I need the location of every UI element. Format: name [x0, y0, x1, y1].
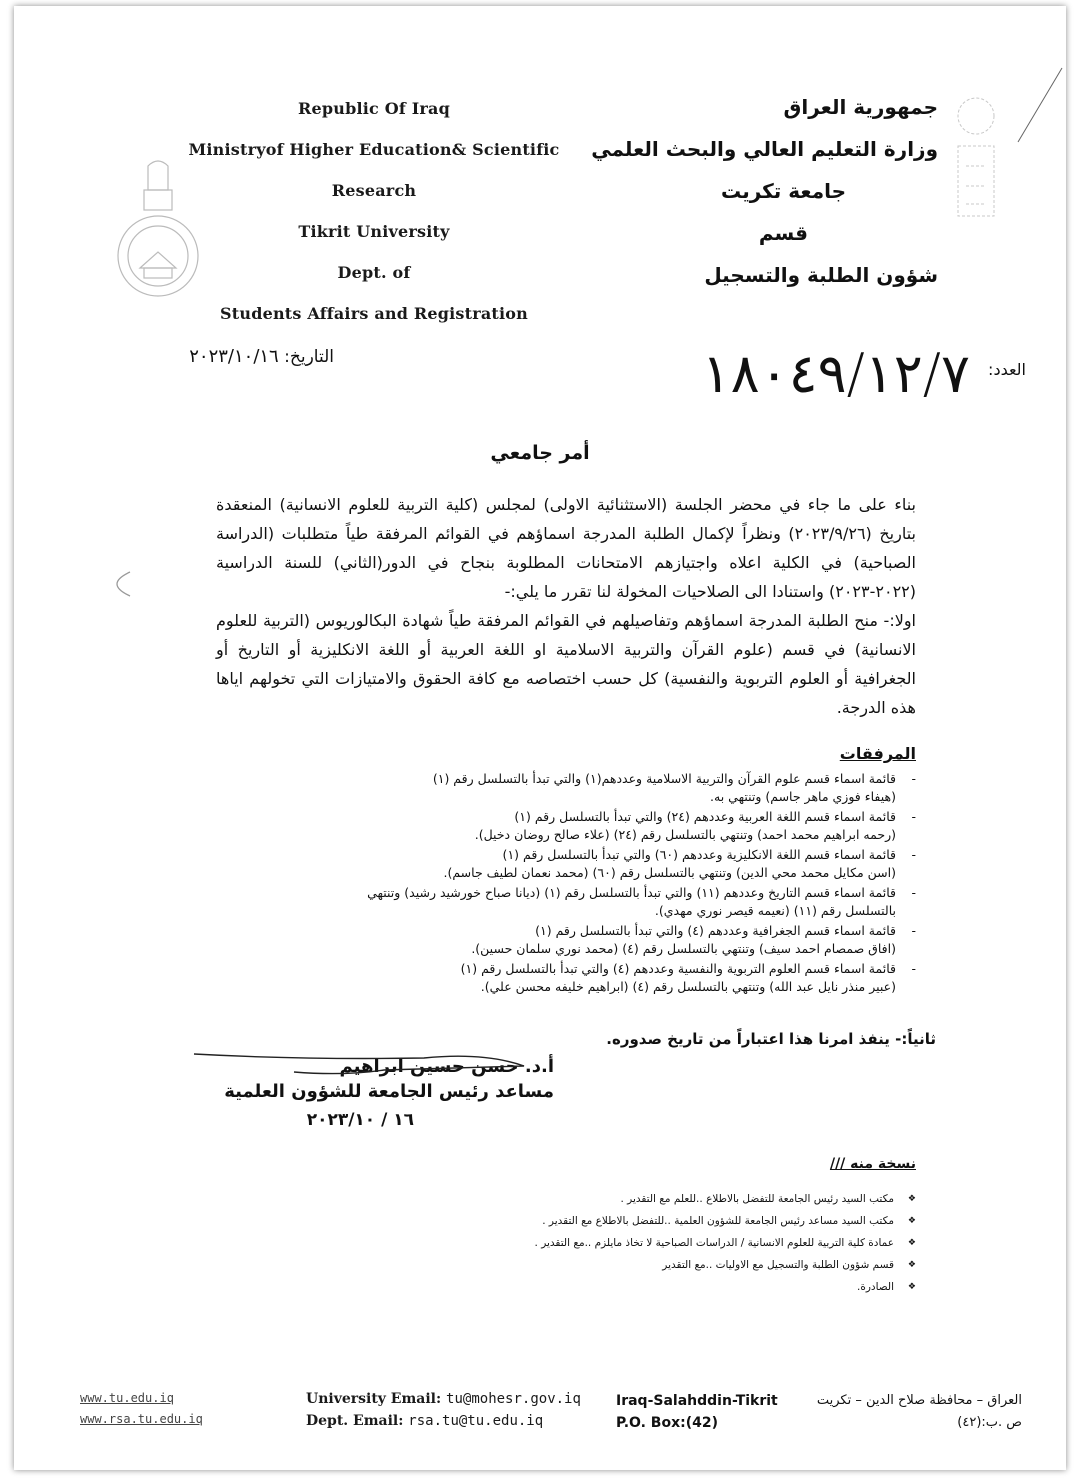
address-ar: العراق – محافظة صلاح الدين – تكريت: [816, 1393, 1022, 1408]
attachment-item: [206, 846, 916, 881]
number-label: العدد:: [988, 360, 1026, 379]
attachment-line: قائمة اسماء قسم اللغة العربية وعددهم (٢٤) والتي تبدأ بالتسلسل رقم (١): [514, 809, 896, 824]
attachment-item: [206, 884, 916, 919]
po-box-ar: ص .ب:(٤٢): [957, 1415, 1022, 1430]
attachment-names: (افاق صمصام احمد سيف) وتنتهي بالتسلسل رقم (٤) (محمد نوري سلمان حسين).: [471, 940, 896, 956]
corner-pen-mark-icon: [1014, 66, 1064, 146]
header-dept-name-ar: شؤون الطلبة والتسجيل: [704, 263, 938, 287]
attachment-names: (اسن مكايل محمد محي الدين) وتنتهي بالتسلسل رقم (٦٠) (محمد نعمان لطيف جاسم).: [443, 864, 896, 880]
attachment-line: قائمة اسماء قسم اللغة الانكليزية وعددهم (٦٠) والتي تبدأ بالتسلسل رقم (١): [502, 847, 896, 862]
attachment-item: [206, 770, 916, 805]
order-second-clause: ثانياً:- ينفذ امرنا هذا اعتباراً من تاريخ صدوره.: [606, 1030, 936, 1048]
copies-list: [496, 1188, 916, 1298]
order-body: [216, 490, 916, 722]
copy-item: ❖ قسم شؤون الطلبة والتسجيل مع الاوليات ..مع التقدير: [496, 1254, 916, 1276]
header-dept-name-en: Students Affairs and Registration: [220, 304, 528, 323]
document-page: [14, 6, 1066, 1470]
number-value: ١٨٠٤٩/١٢/٧: [701, 342, 970, 405]
date-line: [94, 346, 334, 367]
attachment-item: [206, 960, 916, 995]
copies-title: نسخة منه ///: [829, 1156, 916, 1172]
attachment-line: قائمة اسماء قسم العلوم التربوية والنفسية وعددهم (٤) والتي تبدأ بالتسلسل رقم (١): [460, 961, 896, 976]
header-dept-ar: قسم: [758, 221, 808, 245]
attachment-names: (رحمه ابراهيم محمد احمد) وتنتهي بالتسلسل رقم (٢٤) (علاء صالح روضان دخيل).: [474, 826, 896, 842]
footer-emails: [306, 1388, 581, 1432]
attachment-names: (هيفاء فوزي ماهر جاسم) وتنتهي به.: [710, 788, 896, 804]
signatory-title: مساعد رئيس الجامعة للشؤون العلمية: [224, 1081, 554, 1102]
signatory-name: أ.د. حسن حسين ابراهيم: [339, 1056, 554, 1077]
attachments-list: [206, 770, 916, 998]
order-paragraph: بناء على ما جاء في محضر الجلسة (الاستثنائية الاولى) لمجلس (كلية التربية للعلوم الانسانية) المنعقدة بتاريخ (٢٠٢٣/٩/٢٦) ونظراً لإكمال الطلبة المدرجة اسماؤهم في القوائم المرفقة طياً متطلبات (الدراسة الصباحية) في الكلية اعلاه واجتيازهم الامتحانات المطلوبة بنجاح في الدور(الثاني) للسنة الدراسية (٢٠٢٢-٢٠٢٣) واستنادا الى الصلاحيات المخولة لنا تقرر ما يلي:-: [216, 495, 916, 601]
dept-email[interactable]: rsa.tu@tu.edu.iq: [408, 1413, 544, 1429]
attachment-item: [206, 808, 916, 843]
date-value: ٢٠٢٣/١٠/١٦: [189, 346, 279, 367]
order-first-clause: اولا:- منح الطلبة المدرجة اسماؤهم وتفاصيلهم في القوائم المرفقة طياً شهادة البكالوريوس (التربية للعلوم الانسانية) في قسم (علوم القرآن والتربية الاسلامية او اللغة العربية أو اللغة الانكليزية أو التاريخ أو الجغرافية أو العلوم التربوية والنفسية) كل حسب اختصاصه مع كافة الحقوق والامتيازات التي تخولهم اياها هذه الدرجة.: [216, 611, 916, 717]
copy-item: ❖ الصادرة.: [496, 1276, 916, 1298]
order-title: أمر جامعي: [490, 442, 590, 464]
attachment-names: (عبير منذر نايل عبد الله) وتنتهي بالتسلسل رقم (٤) (ابراهيم خليفه محسن علي).: [480, 978, 896, 994]
dept-email-label: Dept. Email:: [306, 1413, 404, 1429]
attachment-names: بالتسلسل رقم (١١) (نعيمه قيصر نوري مهدي).: [654, 902, 896, 918]
signature-date: ١٦ / ٢٠٢٣/١٠: [306, 1110, 414, 1130]
punch-hole-mark-icon: [100, 566, 136, 602]
attachment-line: قائمة اسماء قسم التاريخ وعددهم (١١) والتي تبدأ بالتسلسل رقم (١) (ديانا صباح خورشيد رشيد) وتنتهي: [367, 885, 896, 900]
copy-item: ❖ مكتب السيد رئيس الجامعة للتفضل بالاطلاع ..للعلم مع التقدير .: [496, 1188, 916, 1210]
footer-websites: [80, 1388, 203, 1430]
footer: [14, 1386, 1066, 1446]
address-en: Iraq-Salahddin-Tikrit: [616, 1393, 778, 1409]
header-university-en: Tikrit University: [298, 222, 450, 241]
po-box-en: P.O. Box:(42): [616, 1415, 718, 1431]
university-seal-icon: [110, 156, 206, 306]
university-email-label: University Email:: [306, 1391, 442, 1407]
header-university-ar: جامعة تكريت: [721, 179, 846, 203]
footer-address-en: [616, 1390, 778, 1434]
header-dept-en: Dept. of: [337, 263, 411, 282]
footer-address-ar: [817, 1390, 1022, 1434]
attachments-title: المرفقات: [839, 744, 916, 763]
copy-item: ❖ عمادة كلية التربية للعلوم الانسانية / الدراسات الصباحية لا تخاذ مايلزم ..مع التقدير .: [496, 1232, 916, 1254]
arabic-letterhead: [498, 86, 938, 296]
header-country-en: Republic Of Iraq: [297, 99, 450, 118]
website-link[interactable]: www.tu.edu.iq: [80, 1391, 174, 1405]
handwritten-signature-icon: [184, 1050, 554, 1080]
attachment-line: قائمة اسماء قسم الجغرافية وعددهم (٤) والتي تبدأ بالتسلسل رقم (١): [535, 923, 896, 938]
attachment-item: [206, 922, 916, 957]
university-email[interactable]: tu@mohesr.gov.iq: [446, 1391, 581, 1407]
website-link[interactable]: www.rsa.tu.edu.iq: [80, 1412, 203, 1426]
copy-item: ❖ مكتب السيد مساعد رئيس الجامعة للشؤون العلمية ..للتفضل بالاطلاع مع التقدير .: [496, 1210, 916, 1232]
header-country-ar: جمهورية العراق: [783, 95, 938, 119]
tikrit-logo-icon: [938, 76, 1008, 246]
header-ministry-ar: وزارة التعليم العالي والبحث العلمي: [591, 137, 938, 161]
date-label: التاريخ:: [284, 347, 334, 367]
header-ministry-en: Ministryof Higher Education& Scientific Research: [188, 140, 560, 200]
signature-block: [184, 1056, 554, 1130]
attachment-line: قائمة اسماء قسم علوم القرآن والتربية الاسلامية وعددهم(١) والتي تبدأ بالتسلسل رقم (١): [432, 771, 896, 786]
